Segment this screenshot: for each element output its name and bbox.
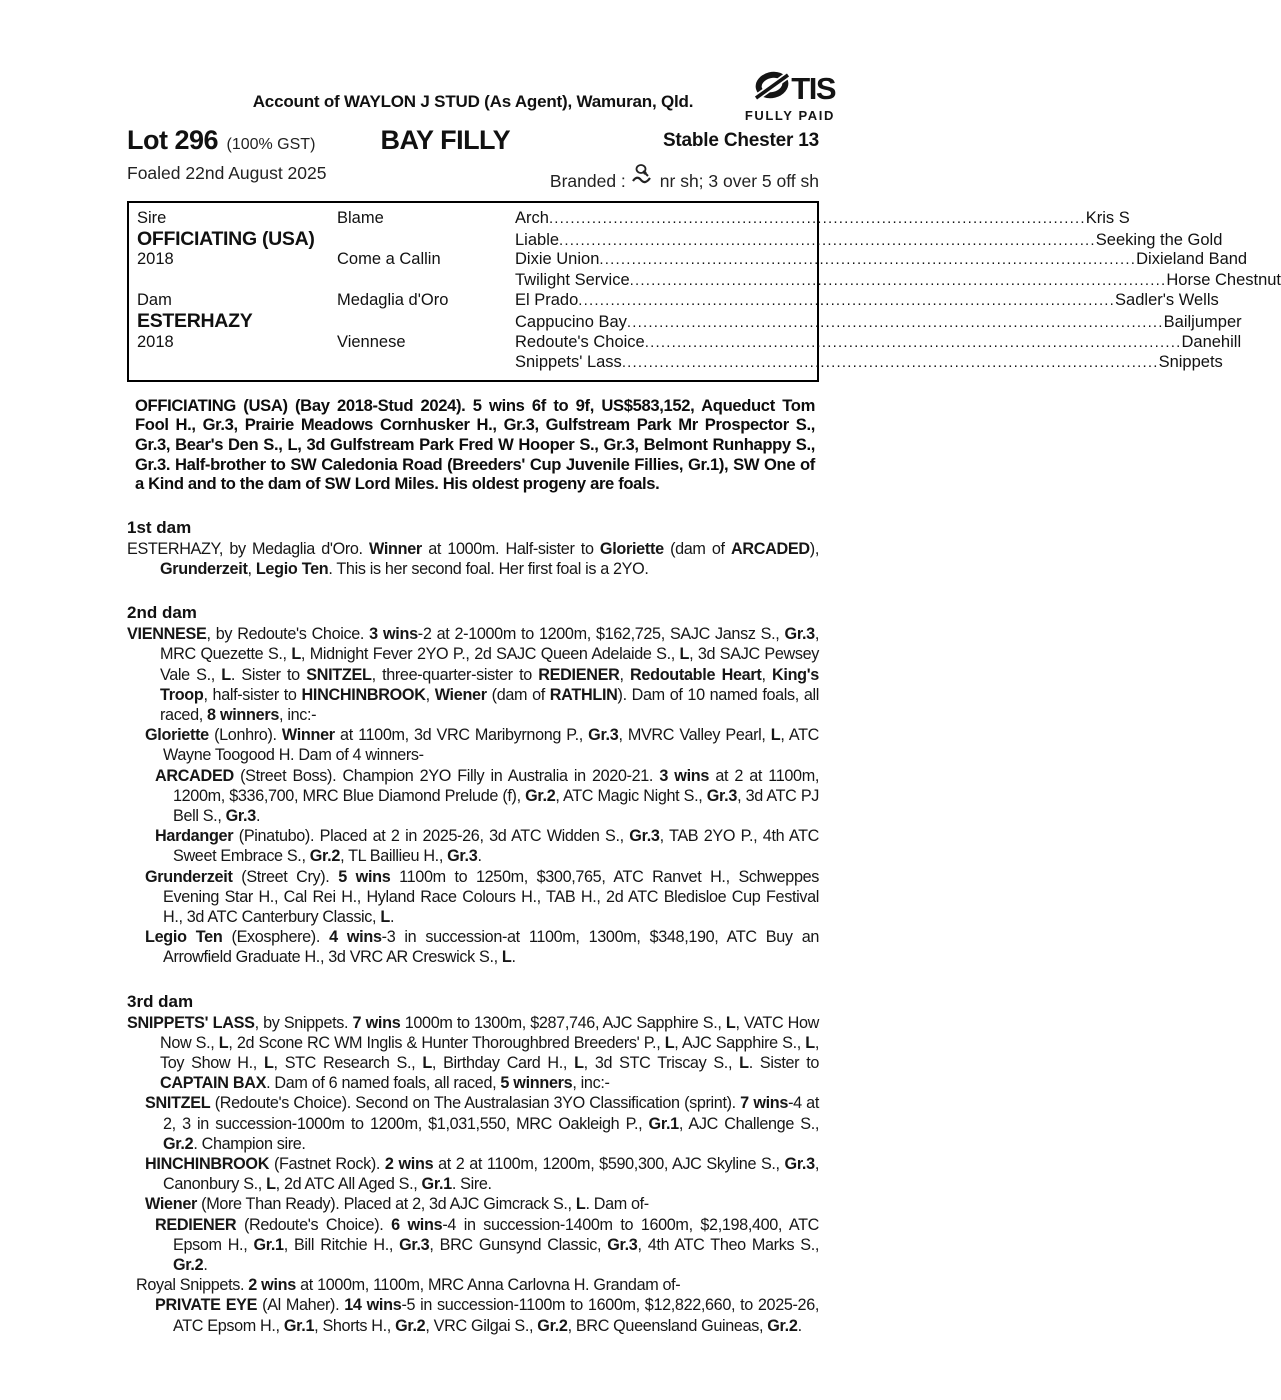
pedigree-grandparent-pair — [515, 208, 1130, 230]
pedigree-grandsire: El Prado — [515, 291, 579, 310]
pedigree-grandparent-pair — [515, 230, 1222, 252]
pedigree-ancestor-name: 2018 — [137, 332, 174, 351]
pedigree-grandparent-pair — [515, 352, 1223, 374]
pedigree-granddam: Danehill — [1181, 332, 1242, 351]
pedigree-paragraph: Hardanger (Pinatubo). Placed at 2 in 2025-26, 3d ATC Widden S., Gr.3, TAB 2YO P., 4th ATC Sweet Embrace S., Gr.2, TL Baillieu H., Gr.3. — [155, 827, 819, 866]
pedigree-grandsire: Twilight Service — [515, 270, 630, 289]
dotted-leader — [559, 230, 1096, 252]
dotted-leader — [578, 290, 1115, 312]
pedigree-paragraph: PRIVATE EYE (Al Maher). 14 wins-5 in succession-1100m to 1600m, $12,822,660, to 2025-26, ATC Epsom H., Gr.1, Shorts H., Gr.2, VRC Gilgai S., Gr.2, BRC Queensland Guineas, Gr.2. — [155, 1296, 820, 1335]
pedigree-ancestor-name: OFFICIATING (USA) — [137, 227, 315, 250]
foaled-date: Foaled 22nd August 2025 — [127, 163, 327, 183]
pedigree-parent-name: Medaglia d'Oro — [337, 291, 449, 310]
pedigree-paragraph: SNIPPETS' LASS, by Snippets. 7 wins 1000m to 1300m, $287,746, AJC Sapphire S., L, VATC How Now S., L, 2d Scone RC WM Inglis & Hunter Thoroughbred Breeders' P., L, AJC Sapphire S., L, Toy Show H., L, STC Research S., L, Birthday Card H., L, 3d STC Triscay S., L. Sister to CAPTAIN BAX. Dam of 6 named foals, all raced, 5 winners, inc:- — [127, 1013, 819, 1093]
lot-number: Lot 296 — [127, 125, 219, 155]
pedigree-table — [127, 201, 1281, 382]
qtis-fully-paid-label: FULLY PAID — [744, 108, 835, 123]
pedigree-row — [137, 309, 1242, 332]
qtis-logo-text: TIS — [791, 70, 835, 106]
qtis-logo-top — [695, 70, 835, 107]
pedigree-grandsire: Dixie Union — [515, 250, 600, 269]
pedigree-paragraph: ESTERHAZY, by Medaglia d'Oro. Winner at 1000m. Half-sister to Gloriette (dam of ARCADED), Grunderzeit, Legio Ten. This is her second foal. Her first foal is a 2YO. — [127, 539, 819, 578]
pedigree-parent-name: Viennese — [337, 332, 406, 351]
lot-row — [127, 125, 819, 157]
account-row — [127, 70, 835, 123]
branded-description: nr sh; 3 over 5 off sh — [659, 171, 819, 191]
pedigree-paragraph: Gloriette (Lonhro). Winner at 1100m, 3d VRC Maribyrnong P., Gr.3, MVRC Valley Pearl, L, ATC Wayne Toogood H. Dam of 4 winners- — [145, 726, 820, 765]
pedigree-grandparent-pair — [515, 332, 1241, 354]
gst-label: (100% GST) — [226, 136, 316, 153]
pedigree-paragraph: VIENNESE, by Redoute's Choice. 3 wins-2 at 2-1000m to 1200m, $162,725, SAJC Jansz S., Gr.3, MRC Quezette S., L, Midnight Fever 2YO P., 2d SAJC Queen Adelaide S., L, 3d SAJC Pewsey Vale S., L. Sister to SNITZEL, three-quarter-sister to REDIENER, Redoutable Heart, King's Troop, half-sister to HINCHINBROOK, Wiener (dam of RATHLIN). Dam of 10 named foals, all raced, 8 winners, inc:- — [127, 625, 820, 724]
pedigree-paragraph: Wiener (More Than Ready). Placed at 2, 3d AJC Gimcrack S., L. Dam of- — [145, 1195, 649, 1214]
pedigree-grandsire: Redoute's Choice — [515, 332, 645, 351]
pedigree-row — [137, 352, 1223, 373]
pedigree-ancestor-name: Sire — [137, 209, 167, 227]
pedigree-granddam: Horse Chestnut — [1166, 270, 1281, 289]
pedigree-granddam: Dixieland Band — [1136, 250, 1248, 269]
pedigree-row — [137, 332, 1242, 353]
pedigree-grandparent-pair — [515, 249, 1247, 271]
dotted-leader — [599, 249, 1136, 271]
pedigree-paragraph: HINCHINBROOK (Fastnet Rock). 2 wins at 2 at 1100m, 1200m, $590,300, AJC Skyline S., Gr.3, Canonbury S., L, 2d ATC All Aged S., Gr.1. Sire. — [145, 1155, 819, 1194]
pedigree-granddam: Snippets — [1158, 353, 1223, 372]
branded-label: Branded : — [549, 171, 626, 191]
pedigree-row — [137, 208, 1130, 229]
pedigree-row — [137, 249, 1248, 270]
pedigree-parent-name: Blame — [337, 209, 384, 227]
pedigree-paragraph: Legio Ten (Exosphere). 4 wins-3 in succession-at 1100m, 1300m, $348,190, ATC Buy an Arrowfield Graduate H., 3d VRC AR Creswick S., L. — [145, 928, 820, 967]
pedigree-granddam: Bailjumper — [1163, 312, 1242, 331]
foaled-row — [127, 163, 819, 192]
branded-info — [550, 163, 819, 192]
dam-sections — [127, 518, 819, 1336]
pedigree-granddam: Seeking the Gold — [1095, 230, 1223, 249]
dotted-leader — [627, 312, 1164, 334]
pedigree-paragraph: ARCADED (Street Boss). Champion 2YO Filly in Australia in 2020-21. 3 wins at 2 at 1100m, 1200m, $336,700, MRC Blue Diamond Prelude (f), Gr.2, ATC Magic Night S., Gr.3, 3d ATC PJ Bell S., Gr.3. — [155, 766, 820, 825]
pedigree-row — [137, 290, 1219, 311]
pedigree-grandparent-pair — [515, 270, 1281, 292]
pedigree-ancestor-name: ESTERHAZY — [137, 309, 253, 332]
dam-section-heading: 1st dam — [127, 517, 192, 537]
pedigree-granddam: Kris S — [1085, 209, 1130, 227]
dotted-leader — [645, 332, 1182, 354]
pedigree-grandsire: Snippets' Lass — [515, 353, 622, 372]
pedigree-parent-name: Come a Callin — [337, 250, 441, 269]
pedigree-grandsire: Cappucino Bay — [515, 312, 627, 331]
pedigree-row — [137, 227, 1223, 250]
catalogue-content — [127, 0, 1281, 1336]
dam-section-heading: 2nd dam — [127, 603, 197, 623]
page-title: BAY FILLY — [380, 125, 511, 155]
dotted-leader — [549, 208, 1086, 230]
pedigree-paragraph: Grunderzeit (Street Cry). 5 wins 1100m to 1250m, $300,765, ATC Ranvet H., Schweppes Evening Star H., Cal Rei H., Hyland Race Colours H., TAB H., 2d ATC Bledisloe Cup Festival H., 3d ATC Canterbury Classic, L. — [145, 867, 819, 926]
pedigree-grandparent-pair — [515, 290, 1219, 312]
stable-label: Stable Chester 13 — [662, 130, 819, 151]
brand-mark-icon — [631, 163, 655, 192]
pedigree-grandparent-pair — [515, 312, 1242, 334]
pedigree-paragraph: SNITZEL (Redoute's Choice). Second on The Australasian 3YO Classification (sprint). 7 wins-4 at 2, 3 in succession-1000m to 1200m, $1,031,550, MRC Oakleigh P., Gr.1, AJC Challenge S., Gr.2. Champion sire. — [145, 1094, 820, 1153]
account-line: Account of WAYLON J STUD (As Agent), Wamuran, Qld. — [252, 92, 694, 111]
pedigree-ancestor-name: Dam — [137, 291, 172, 310]
dam-section-heading: 3rd dam — [127, 991, 194, 1011]
qtis-q-icon — [753, 70, 791, 107]
qtis-logo — [695, 70, 835, 123]
dotted-leader — [622, 352, 1159, 374]
pedigree-paragraph: REDIENER (Redoute's Choice). 6 wins-4 in succession-1400m to 1600m, $2,198,400, ATC Epsom H., Gr.1, Bill Ritchie H., Gr.3, BRC Gunsynd Classic, Gr.3, 4th ATC Theo Marks S., Gr.2. — [155, 1215, 820, 1275]
pedigree-grandsire: Liable — [515, 230, 560, 249]
pedigree-ancestor-name: 2018 — [137, 250, 174, 269]
pedigree-grandsire: Arch — [515, 209, 549, 227]
pedigree-granddam: Sadler's Wells — [1115, 291, 1219, 310]
sire-summary-paragraph: OFFICIATING (USA) (Bay 2018-Stud 2024). 5 wins 6f to 9f, US$583,152, Aqueduct Tom Fool H., Gr.3, Prairie Meadows Cornhusker H., Gr.3, Gulfstream Park Mr Prospector S., Gr.3, Bear's Den S., L, 3d Gulfstream Park Fred W Hooper S., Gr.3, Belmont Runhappy S., Gr.3. Half-brother to SW Caledonia Road (Breeders' Cup Juvenile Fillies, Gr.1), SW One of a Kind and to the dam of SW Lord Miles. His oldest progeny are foals. — [135, 395, 815, 494]
dotted-leader — [630, 270, 1167, 292]
pedigree-paragraph: Royal Snippets. 2 wins at 1000m, 1100m, MRC Anna Carlovna H. Grandam of- — [136, 1276, 681, 1295]
pedigree-row — [137, 270, 1281, 291]
